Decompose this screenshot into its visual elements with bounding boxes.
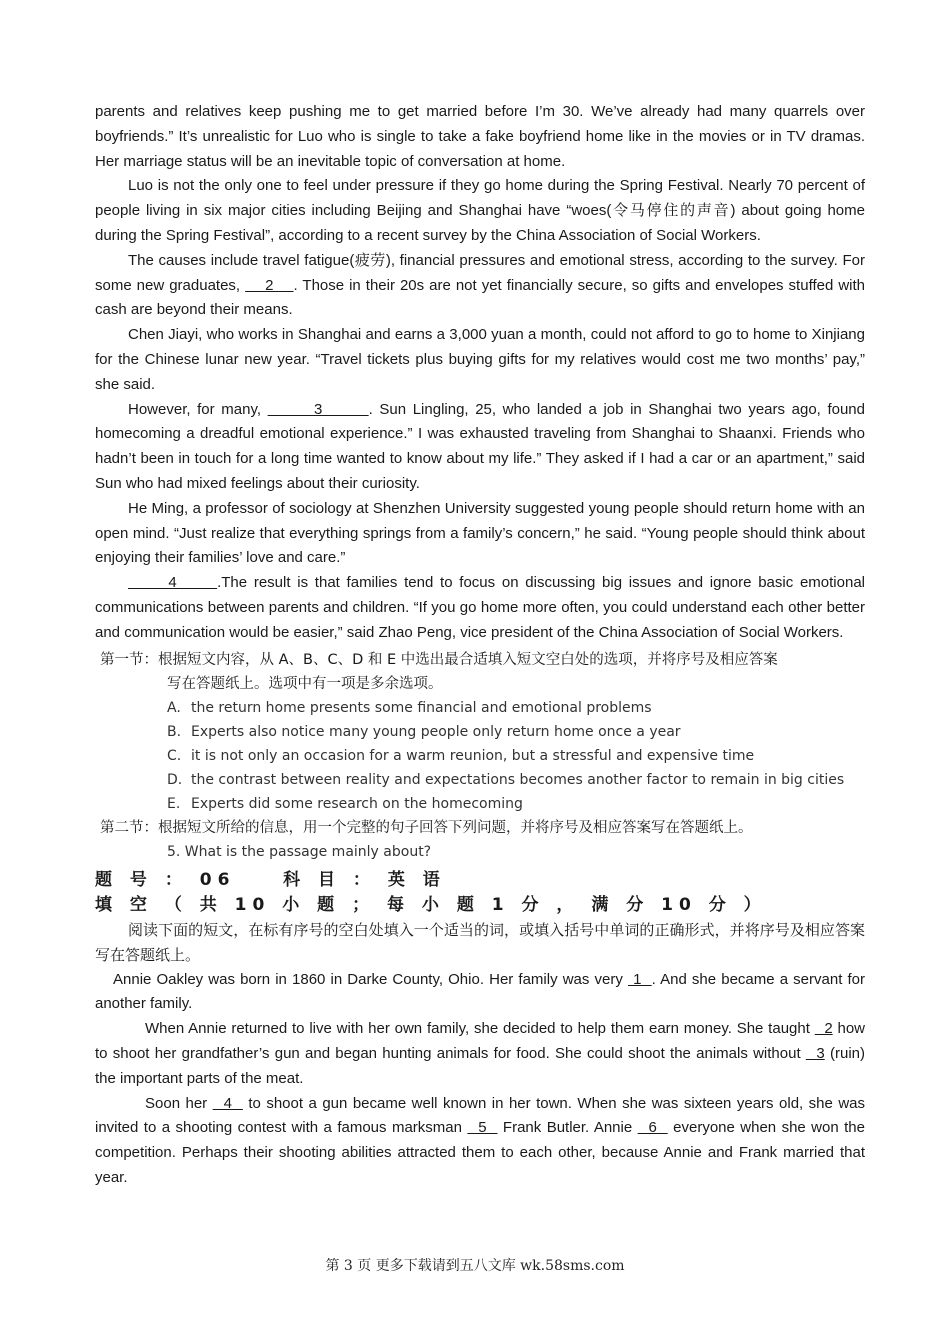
option-letter: A. — [167, 699, 181, 716]
text: everyone when she won the competition. Perhaps their shooting abilities attracted them to each other, because Annie and Frank married that year. — [95, 1119, 865, 1186]
section-1-title: 第一节：根据短文内容，从 A、B、C、D 和 E 中选出最合适填入短文空白处的选项，并将序号及相应答案 — [100, 651, 778, 668]
blank-6: 6 — [637, 1119, 668, 1137]
options-list — [95, 696, 865, 816]
passage1-paragraph-1: parents and relatives keep pushing me to get married before I’m 30. We’ve already had many quarrels over boyfriends.” It’s unrealistic for Luo who is single to take a fake boyfriend home like in the movies or in TV dramas. Her marriage status will be an inevitable topic of conversation at home. — [95, 103, 865, 170]
option-item — [95, 696, 865, 720]
text: However, for many, — [128, 400, 268, 418]
text: Soon her — [145, 1094, 213, 1112]
text: .The result is that families tend to focus on discussing big issues and ignore basic emotional communications between parents and children. “If you go home more often, you could understand each other better and communication would be easier,” said Zhao Peng, vice president of the China Association of Social Workers. — [95, 574, 865, 641]
heading-line-1: 题 号 ： 06 科 目 ： 英 语 — [95, 869, 446, 890]
text: to shoot a gun became well known in her town. When she was sixteen years old, she was invited to a shooting contest with a famous marksman — [95, 1094, 866, 1137]
text: When Annie returned to live with her own family, she decided to help them earn money. She taught — [145, 1020, 815, 1038]
blank-4: 4 — [128, 574, 218, 592]
heading-line-2: 填 空 （ 共 10 小 题 ； 每 小 题 1 分 ， 满 分 10 分 ） — [95, 894, 767, 915]
option-letter: C. — [167, 747, 182, 764]
passage2-paragraph-1 — [95, 968, 865, 1018]
option-letter: B. — [167, 723, 182, 740]
option-item — [95, 744, 865, 768]
text: Annie Oakley was born in 1860 in Darke County, Ohio. Her family was very — [113, 970, 628, 988]
option-letter: D. — [167, 771, 183, 788]
option-text: it is not only an occasion for a warm reunion, but a stressful and expensive time — [191, 747, 755, 764]
blank-1: 1 — [627, 970, 652, 988]
option-text: Experts also notice many young people only return home once a year — [191, 723, 681, 740]
passage1-paragraph-2: Luo is not the only one to feel under pressure if they go home during the Spring Festival. Nearly 70 percent of people living in six major cities including Beijing and Shanghai have “woes(令马停住的声音) about going home during the Spring Festival”, according to a recent survey by the China Association of Social Workers. — [95, 177, 865, 244]
question-heading — [95, 868, 865, 918]
blank-2: 2 — [814, 1020, 833, 1038]
option-text: the contrast between reality and expectations becomes another factor to remain in big cities — [191, 771, 845, 788]
passage1-paragraph-5 — [95, 398, 865, 497]
question-5: 5. What is the passage mainly about? — [167, 843, 432, 860]
section-2-title: 第二节：根据短文所给的信息，用一个完整的句子回答下列问题，并将序号及相应答案写在答题纸上。 — [100, 819, 753, 836]
blank-3: 3 — [267, 400, 369, 418]
blank-5: 5 — [467, 1119, 498, 1137]
passage1-paragraph-6: He Ming, a professor of sociology at Shenzhen University suggested young people should return home with an open mind. “Just realize that everything springs from a family’s concern,” he said. “Young people should think about enjoying their families’ love and care.” — [95, 499, 865, 567]
section-2 — [95, 816, 865, 864]
section-1-title-cont: 写在答题纸上。选项中有一项是多余选项。 — [167, 675, 443, 692]
text: Frank Butler. Annie — [497, 1119, 638, 1137]
option-text: the return home presents some financial and emotional problems — [191, 699, 652, 716]
option-item — [95, 792, 865, 816]
text: . And she became a servant for another family. — [95, 970, 865, 1013]
text: . Those in their 20s are not yet financially secure, so gifts and envelopes stuffed with cash are beyond their means. — [95, 276, 865, 319]
passage2-instruction: 阅读下面的短文，在标有序号的空白处填入一个适当的词，或填入括号中单词的正确形式，并将序号及相应答案写在答题纸上。 — [95, 920, 865, 964]
blank-3: 3 — [805, 1044, 825, 1062]
passage1-paragraph-4: Chen Jiayi, who works in Shanghai and earns a 3,000 yuan a month, could not afford to go to home to Xinjiang for the Chinese lunar new year. “Travel tickets plus buying gifts for my relatives would cost me two months’ pay,” she said. — [95, 326, 865, 393]
option-item — [95, 720, 865, 744]
text: The causes include travel fatigue(疲劳), financial pressures and emotional stress, according to the survey. For some new graduates, — [95, 251, 865, 294]
option-text: Experts did some research on the homecoming — [191, 795, 523, 812]
text: how to shoot her grandfather’s gun and began hunting animals for food. She could shoot the animals without — [95, 1020, 865, 1062]
text: (ruin) the important parts of the meat. — [95, 1044, 865, 1087]
passage2-paragraph-3 — [95, 1092, 865, 1191]
passage1-paragraph-7 — [95, 571, 865, 645]
blank-2: 2 — [245, 276, 294, 294]
blank-4: 4 — [212, 1094, 243, 1112]
option-letter: E. — [167, 795, 181, 812]
section-1 — [95, 648, 865, 816]
text: . Sun Lingling, 25, who landed a job in Shanghai two years ago, found homecoming a dreadful emotional experience.” I was exhausted traveling from Shanghai to Shaanxi. Friends who hadn’t been in touch for a long time wanted to know about my life.” They asked if I had a car or an apartment,” said Sun who had mixed feelings about their curiosity. — [95, 400, 865, 492]
page-content — [95, 100, 865, 1191]
page-footer: 第 3 页 更多下载请到五八文库 wk.58sms.com — [325, 1258, 625, 1274]
option-item — [95, 768, 865, 792]
passage2-paragraph-2 — [95, 1017, 865, 1091]
passage1-paragraph-3 — [95, 249, 865, 323]
